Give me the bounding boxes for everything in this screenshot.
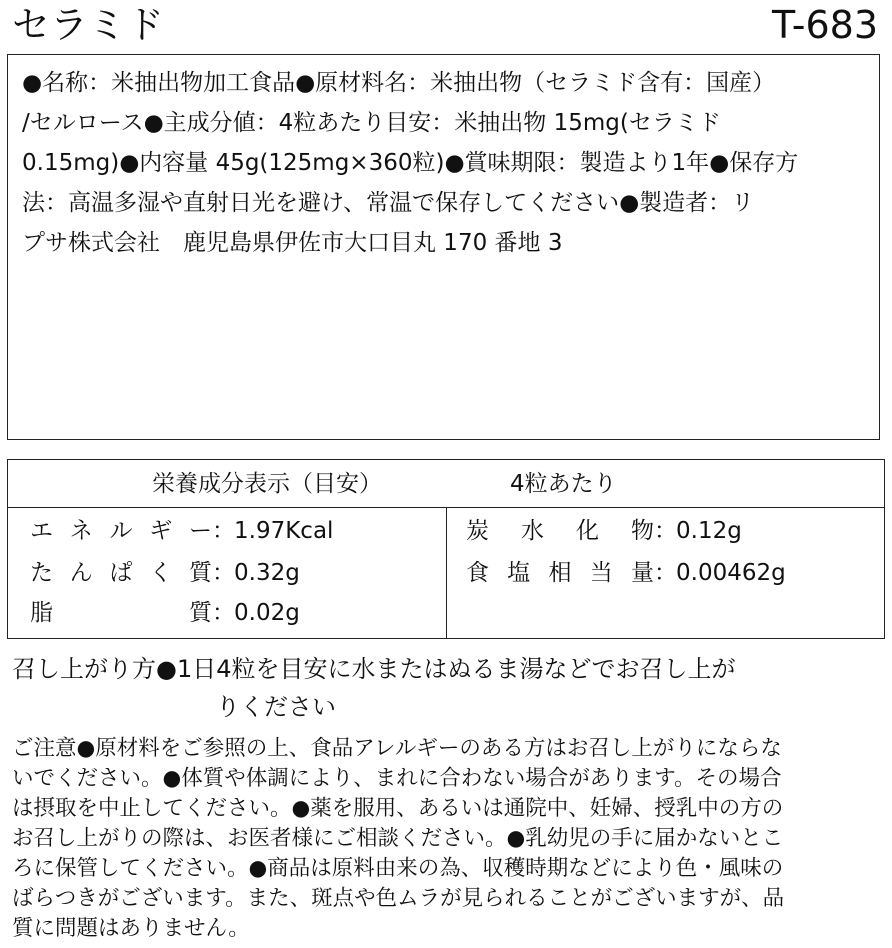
nutrition-basis: 4粒あたり bbox=[510, 471, 617, 497]
nutrient-label: 食塩相当量 bbox=[466, 560, 654, 586]
nutrient-value: 0.02g bbox=[234, 600, 300, 626]
description-line: /セルロース●主成分値：4粒あたり目安：米抽出物 15mg(セラミド bbox=[22, 110, 721, 136]
nutrient-value: 1.97Kcal bbox=[234, 518, 334, 544]
nutrient-separator: ： bbox=[654, 518, 677, 544]
nutrition-table bbox=[7, 459, 885, 639]
description-line: プサ株式会社 鹿児島県伊佐市大口目丸 170 番地 3 bbox=[22, 230, 563, 256]
caution-line: ろに保管してください。●商品は原料由来の為、収穫時期などにより色・風味の bbox=[12, 856, 784, 881]
howto-line: りください bbox=[216, 693, 336, 721]
nutrient-separator: ： bbox=[654, 560, 677, 586]
caution-line: ご注意●原材料をご参照の上、食品アレルギーのある方はお召し上がりにならな bbox=[12, 736, 782, 761]
caution-line: 質に問題はありません。 bbox=[12, 916, 250, 941]
description-line: 0.15mg)●内容量 45g(125mg×360粒)●賞味期限：製造より1年●保存方 bbox=[22, 150, 799, 176]
nutrition-row-fat bbox=[30, 598, 300, 628]
caution-line: お召し上がりの際は、お医者様にご相談ください。●乳幼児の手に届かないとこ bbox=[12, 826, 784, 851]
nutrient-separator: ： bbox=[212, 560, 235, 586]
description-box bbox=[7, 54, 880, 440]
nutrition-row-salt bbox=[466, 558, 786, 588]
caution-line: いでください。●体質や体調により、まれに合わない場合があります。その場合 bbox=[12, 766, 782, 791]
product-code: T-683 bbox=[772, 3, 878, 47]
nutrition-row-carbohydrate bbox=[466, 516, 742, 546]
nutrient-label: エネルギー bbox=[30, 518, 212, 544]
description-line: ●名称：米抽出物加工食品●原材料名：米抽出物（セラミド含有：国産） bbox=[22, 70, 776, 96]
nutrition-divider bbox=[446, 508, 447, 638]
nutrition-row-energy bbox=[30, 516, 333, 546]
description-line: 法：高温多湿や直射日光を避け、常温で保存してください●製造者：リ bbox=[22, 190, 755, 216]
howto-section bbox=[12, 650, 882, 721]
nutrition-title: 栄養成分表示（目安） bbox=[152, 471, 382, 497]
nutrient-value: 0.00462g bbox=[676, 560, 786, 586]
nutrient-label: 炭水化物 bbox=[466, 518, 654, 544]
caution-section bbox=[12, 734, 884, 944]
caution-line: ばらつきがございます。また、斑点や色ムラが見られることがございますが、品 bbox=[12, 886, 785, 911]
nutrient-label: たんぱく質 bbox=[30, 560, 212, 586]
nutrient-value: 0.32g bbox=[234, 560, 300, 586]
nutrient-value: 0.12g bbox=[676, 518, 742, 544]
nutrient-label: 脂質 bbox=[30, 600, 212, 626]
nutrient-separator: ： bbox=[212, 600, 235, 626]
nutrition-header bbox=[8, 460, 884, 508]
nutrition-row-protein bbox=[30, 558, 300, 588]
howto-line: 召し上がり方●1日4粒を目安に水またはぬるま湯などでお召し上が bbox=[12, 655, 736, 683]
nutrient-separator: ： bbox=[212, 518, 235, 544]
product-title: セラミド bbox=[12, 3, 165, 47]
caution-line: は摂取を中止してください。●薬を服用、あるいは通院中、妊婦、授乳中の方の bbox=[12, 796, 784, 821]
